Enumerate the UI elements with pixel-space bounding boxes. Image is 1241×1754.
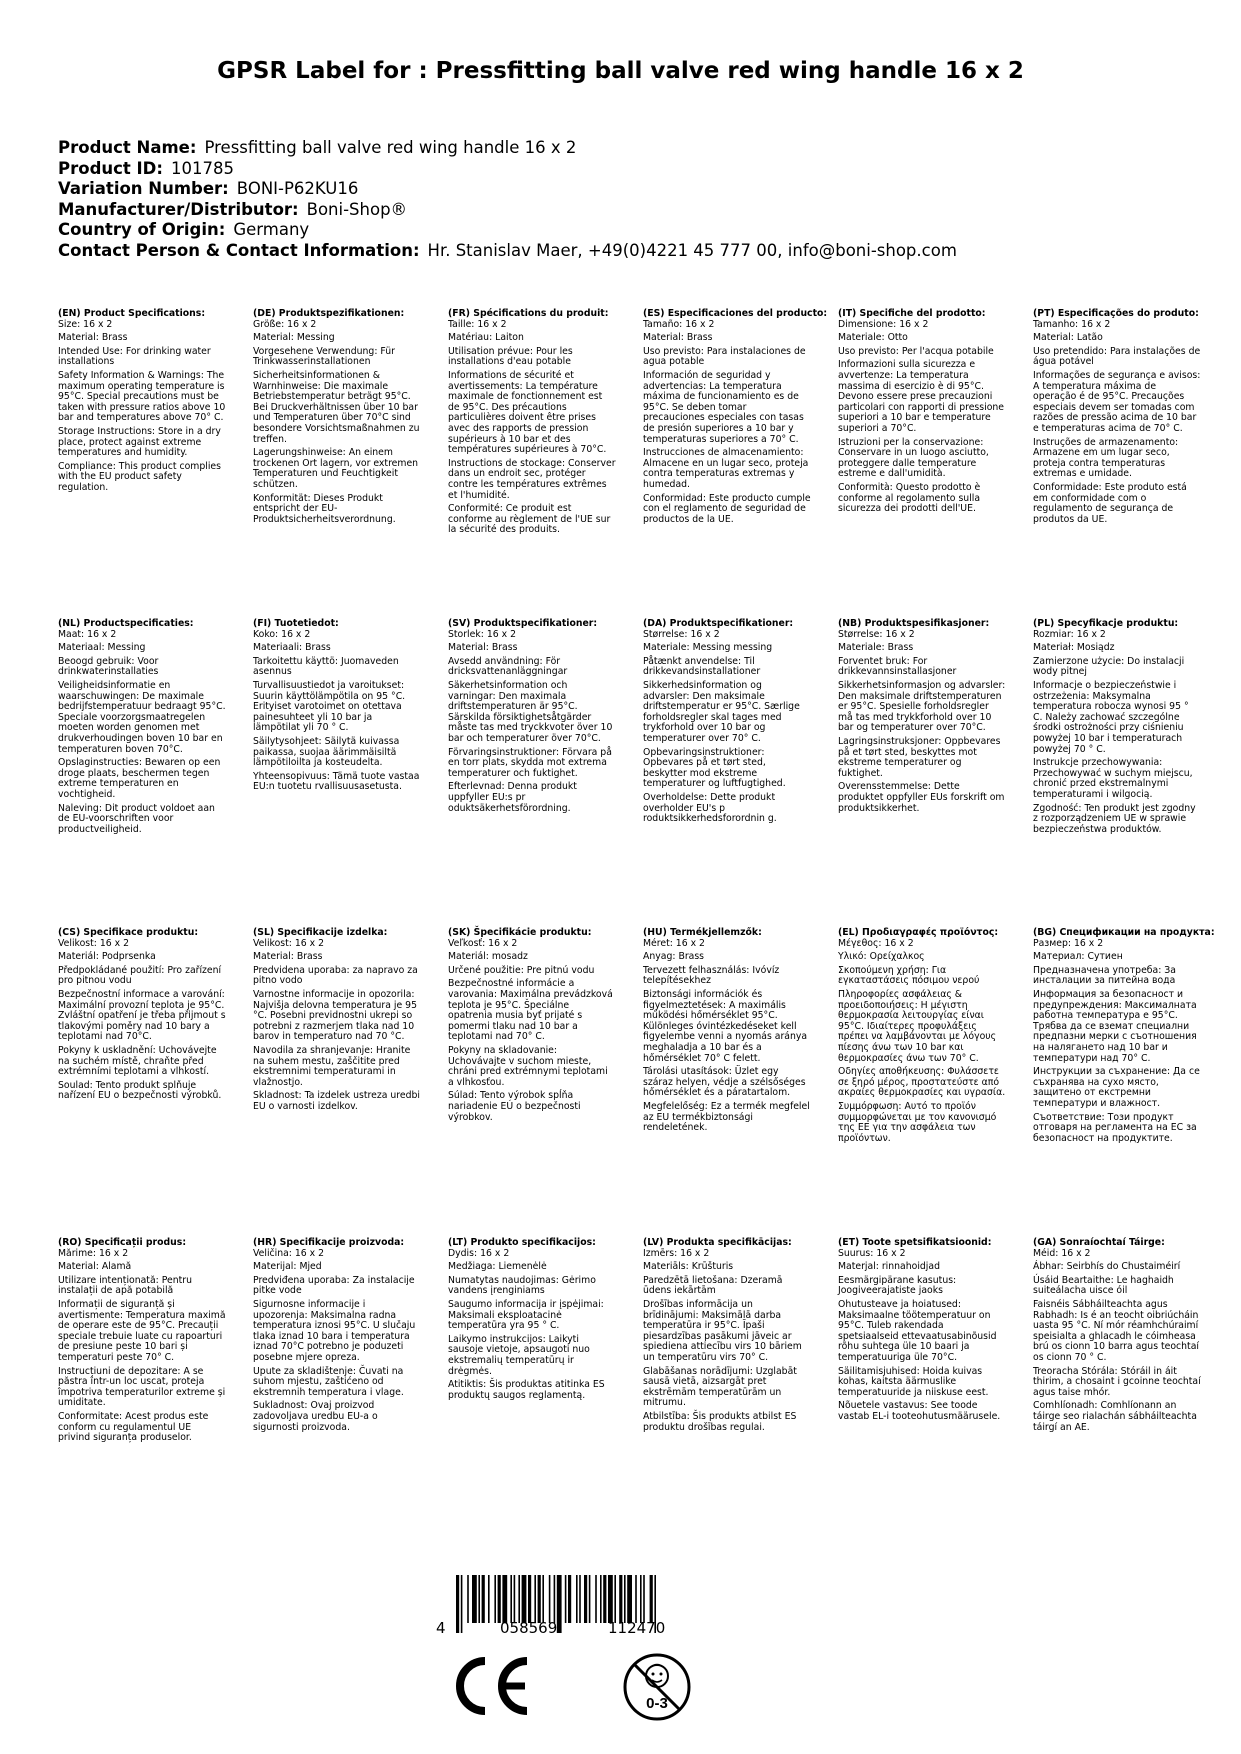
spec-line: Conformidad: Este producto cumple con el reglamento de seguridad de productos de la UE. xyxy=(643,492,811,525)
barcode-bar xyxy=(482,1575,485,1623)
info-contact xyxy=(58,241,957,262)
spec-block xyxy=(448,309,616,539)
spec-line: Súlad: Tento výrobok spĺňa nariadenie EÚ o bezpečnosti výrobkov. xyxy=(448,1090,581,1123)
spec-line: Utilisation prévue: Pour les installations d'eau potable xyxy=(448,345,573,368)
spec-heading: (SK) Špecifikácie produktu: xyxy=(448,927,592,938)
spec-line: Material: Brass xyxy=(643,332,713,344)
spec-line: Předpokládané použití: Pro zařízení pro pitnou vodu xyxy=(58,964,222,987)
spec-line: Информация за безопасност и предупреждения: Максималната работна температура е 95°C. Трябва да се вземат специални предпазни мерки с съотношения на налягането над 10 bar и температури над 70° C. xyxy=(1033,988,1197,1064)
spec-heading: (SV) Produktspecifikationer: xyxy=(448,618,598,629)
spec-line: Skladnost: Ta izdelek ustreza uredbi EU o varnosti izdelkov. xyxy=(253,1090,421,1112)
info-product-name xyxy=(58,138,957,159)
spec-heading: (ES) Especificaciones del producto: xyxy=(643,308,828,319)
spec-line: Tarkoitettu käyttö: Juomaveden asennus xyxy=(253,655,399,678)
spec-line: Materiāls: Krūšturis xyxy=(643,1261,734,1273)
barcode-bar xyxy=(589,1575,591,1623)
spec-line: Biztonsági információk és figyelmeztetések: A maximális működési hőmérséklet 95°C. Különleges óvintézkedéseket kell figyelembe venni a nyomás aránya meghaladja a 10 bar és a hőmérséklet 70° C felett. xyxy=(643,988,808,1064)
spec-line: Avsedd användning: För dricksvattenanläggningar xyxy=(448,655,568,678)
spec-block xyxy=(253,619,421,796)
spec-line: Material: Brass xyxy=(253,951,323,963)
spec-heading: (NL) Productspecificaties: xyxy=(58,618,194,629)
spec-heading: (DA) Produktspecifikationer: xyxy=(643,618,794,629)
spec-block xyxy=(838,619,1006,817)
barcode-bar xyxy=(488,1575,490,1623)
spec-line: Veiligheidsinformatie en waarschuwingen: De maximale bedrijfstemperatuur bedraagt 95°C. Speciale voorzorgsmaatregelen moeten worden genomen met drukverhoudingen boven 10 bar en temperaturen boven 70°C. xyxy=(58,679,226,755)
spec-line: Forventet bruk: For drikkevannsinstallasjoner xyxy=(838,655,957,678)
barcode-bar xyxy=(514,1575,516,1623)
info-value: Pressfitting ball valve red wing handle 16 x 2 xyxy=(204,138,577,157)
spec-line: Opbevaringsinstruktioner: Opbevares på et tørt sted, beskytter mod ekstreme temperaturer og luftfugtighed. xyxy=(643,746,786,790)
barcode-bar xyxy=(518,1575,520,1623)
spec-line: Størrelse: 16 x 2 xyxy=(643,628,720,640)
spec-line: Instrucciones de almacenamiento: Almacene en un lugar seco, proteja contra temperaturas extremas y humedad. xyxy=(643,447,809,490)
barcode-bar xyxy=(643,1575,645,1623)
spec-line: Predvidena uporaba: za napravo za pitno vodo xyxy=(253,964,418,987)
spec-line: Materiale: Brass xyxy=(838,642,914,654)
spec-line: Uso previsto: Per l'acqua potabile xyxy=(838,345,994,357)
spec-line: Matériau: Laiton xyxy=(448,332,524,344)
spec-block xyxy=(253,309,421,528)
spec-line: Zgodność: Ten produkt jest zgodny z rozporządzeniem UE w sprawie bezpieczeństwa produktów. xyxy=(1033,802,1196,835)
info-label: Variation Number: xyxy=(58,179,229,198)
barcode-number xyxy=(434,1619,734,1639)
spec-line: Numatytas naudojimas: Gėrimo vandens įrenginiams xyxy=(448,1274,596,1297)
spec-line: Υλικό: Ορείχαλκος xyxy=(838,951,925,963)
spec-block xyxy=(1033,927,1215,1147)
spec-block xyxy=(838,309,1006,518)
spec-line: Μέγεθος: 16 x 2 xyxy=(838,937,914,949)
barcode-bar xyxy=(619,1575,622,1623)
spec-heading: (PT) Especificações do produto: xyxy=(1033,308,1199,319)
spec-line: Koko: 16 x 2 xyxy=(253,628,311,640)
spec-line: Instruções de armazenamento: Armazene em um lugar seco, proteja contra temperaturas extremas e umidade. xyxy=(1033,436,1179,480)
spec-heading: (NB) Produktspesifikasjoner: xyxy=(838,618,990,629)
spec-line: Materjal: rinnahoidjad xyxy=(838,1261,940,1273)
spec-block xyxy=(58,619,226,838)
spec-line: Instrukcje przechowywania: Przechowywać w suchym miejscu, chronić przed ekstremalnymi temperaturami i wilgocią. xyxy=(1033,757,1193,800)
spec-block xyxy=(58,309,226,497)
spec-line: Overholdelse: Dette produkt overholder EU's p roduktsikkerhedsforordnin g. xyxy=(643,791,777,825)
spec-block xyxy=(58,928,226,1105)
spec-line: Informations de sécurité et avertissements: La température maximale de fonctionnement est de 95°C. Des précautions particulières doivent être prises avec des rapports de pression supérieurs à 10 bar et des températures supérieures à 70°C. xyxy=(448,369,607,456)
barcode-bar xyxy=(579,1575,581,1623)
spec-line: Informacje o bezpieczeństwie i ostrzeżenia: Maksymalna temperatura robocza wynosi 95 ° C. Należy zachować szczególne środki ostrożności przy ciśnieniu powyżej 10 bar i temperaturach powyżej 70 ° C. xyxy=(1033,679,1189,755)
spec-line: Safety Information & Warnings: The maximum operating temperature is 95°C. Special precautions must be taken with pressure ratios above 10 bar and temperatures above 70° C. xyxy=(58,369,226,424)
barcode-digits-right: 112470 xyxy=(608,1619,666,1637)
spec-line: Tárolási utasítások: Üzlet egy száraz helyen, védje a szélsőséges hőmérséklet és a páratartalom. xyxy=(643,1066,806,1099)
spec-line: Material: Messing xyxy=(253,332,335,344)
spec-line: Utilizare intenționată: Pentru instalații de apă potabilă xyxy=(58,1274,192,1297)
spec-line: Инструкции за съхранение: Да се съхранява на сухо място, защитено от екстремни температури и влажност. xyxy=(1033,1066,1200,1109)
spec-block xyxy=(838,1238,1006,1426)
spec-line: Conformità: Questo prodotto è conforme al regolamento sulla sicurezza dei prodotti dell'UE. xyxy=(838,481,981,515)
spec-line: Предназначена употреба: За инсталации за питейна вода xyxy=(1033,964,1176,987)
barcode-bar xyxy=(534,1575,536,1623)
barcode-bar xyxy=(614,1575,616,1623)
spec-line: Materijal: Mjed xyxy=(253,1261,322,1273)
spec-line: Materiál: mosadz xyxy=(448,951,528,963)
spec-line: Uso previsto: Para instalaciones de agua potable xyxy=(643,345,806,368)
barcode-bar xyxy=(522,1575,527,1623)
spec-line: Bezpečnostné informácie a varovania: Maximálna prevádzková teplota je 95°C. Špeciálne opatrenia musia byť prijaté s pomermi tlaku nad 10 bar a teplotami nad 70° C. xyxy=(448,978,613,1043)
spec-line: Συμμόρφωση: Αυτό το προϊόν συμμορφώνεται με τον κανονισμό της ΕΕ για την ασφάλεια των προϊόντων. xyxy=(838,1100,997,1144)
spec-line: Upute za skladištenje: Čuvati na suhom mjestu, zaštićeno od ekstremnih temperatura i vlage. xyxy=(253,1365,404,1398)
spec-line: Yhteensopivuus: Tämä tuote vastaa EU:n tuotetu rvallisuusasetusta. xyxy=(253,770,420,793)
spec-heading: (FR) Spécifications du produit: xyxy=(448,308,609,319)
spec-line: Größe: 16 x 2 xyxy=(253,318,317,330)
spec-block xyxy=(448,619,616,817)
info-value: Germany xyxy=(233,220,310,239)
spec-heading: (IT) Specifiche del prodotto: xyxy=(838,308,986,319)
spec-line: Saugumo informacija ir įspėjimai: Maksimali eksploatacinė temperatūra yra 95 ° C. xyxy=(448,1298,604,1332)
spec-heading: (BG) Спецификации на продукта: xyxy=(1033,927,1215,938)
barcode-bar xyxy=(624,1575,626,1623)
spec-block xyxy=(58,1238,226,1447)
barcode-bar xyxy=(538,1575,541,1623)
barcode-bar xyxy=(595,1575,597,1623)
spec-line: Tamaño: 16 x 2 xyxy=(643,318,715,330)
info-product-id xyxy=(58,159,957,180)
spec-line: Rozmiar: 16 x 2 xyxy=(1033,628,1106,640)
barcode-bar xyxy=(565,1575,567,1623)
barcode-digit-prefix: 4 xyxy=(436,1619,446,1637)
spec-heading: (RO) Specificații produs: xyxy=(58,1237,187,1248)
spec-line: Velikost: 16 x 2 xyxy=(253,937,324,949)
spec-line: Efterlevnad: Denna produkt uppfyller EU:s pr oduktsäkerhetsförordning. xyxy=(448,781,577,814)
spec-line: Megfelelőség: Ez a termék megfelel az EU termékbiztonsági rendeletének. xyxy=(643,1100,810,1134)
barcode-bar xyxy=(528,1575,531,1623)
spec-line: Instructions de stockage: Conserver dans un endroit sec, protéger contre les températures extrêmes et l'humidité. xyxy=(448,457,616,501)
product-info xyxy=(58,138,957,261)
spec-line: Uso pretendido: Para instalações de água potável xyxy=(1033,345,1201,368)
spec-line: Atitiktis: Šis produktas atitinka ES produktų saugos reglamentą. xyxy=(448,1379,605,1401)
spec-line: Veličina: 16 x 2 xyxy=(253,1247,325,1259)
spec-line: Izmērs: 16 x 2 xyxy=(643,1247,710,1259)
spec-line: Velikost: 16 x 2 xyxy=(58,937,129,949)
barcode-bar xyxy=(510,1575,512,1623)
spec-line: Sicherheitsinformationen & Warnhinweise: Die maximale Betriebstemperatur beträgt 95°C. Bei Druckverhältnissen über 10 bar und Temperaturen über 70°C sind besondere Vorsichtsmaßnahmen zu treffen. xyxy=(253,369,420,445)
barcode-bar xyxy=(542,1575,544,1623)
spec-line: Sikkerhetsinformasjon og advarsler: Den maksimale driftstemperaturen er 95°C. Spesielle forholdsregler må tas med trykkforhold over 10 bar og temperaturer over 70°C. xyxy=(838,679,1006,734)
info-manufacturer xyxy=(58,200,957,221)
spec-line: Predviđena uporaba: Za instalacije pitke vode xyxy=(253,1274,415,1297)
spec-line: Medžiaga: Liemenėlė xyxy=(448,1261,547,1273)
spec-line: Overensstemmelse: Dette produktet oppfyller EUs forskrift om produktsikkerhet. xyxy=(838,781,1005,814)
spec-line: Nõuetele vastavus: See toode vastab EL-i tooteohutusmäärusele. xyxy=(838,1400,1001,1422)
spec-heading: (LT) Produkto specifikacijos: xyxy=(448,1237,596,1248)
spec-line: Material: Alamă xyxy=(58,1261,132,1273)
barcode-bar xyxy=(472,1575,477,1623)
spec-line: Drošības informācija un brīdinājumi: Maksimālā darba temperatūra ir 95°C. Īpaši piesardzības pasākumi jāveic ar spiediena attiecību virs 10 bāriem un temperatūru virs 70° C. xyxy=(643,1298,802,1363)
spec-line: Sukladnost: Ovaj proizvod zadovoljava uredbu EU-a o sigurnosti proizvoda. xyxy=(253,1400,378,1433)
barcode-bar xyxy=(549,1575,551,1623)
spec-line: Dimensione: 16 x 2 xyxy=(838,318,929,330)
spec-line: Ohutusteave ja hoiatused: Maksimaalne töötemperatuur on 95°C. Tuleb rakendada spetsiaalseid ettevaatusabinõusid rõhu suhtega üle 10 baari ja temperatuuriga üle 70°C. xyxy=(838,1298,997,1363)
spec-line: Informações de segurança e avisos: A temperatura máxima de operação é de 95°C. Precauções especiais devem ser tomadas com razões de pressão acima de 10 bar e temperaturas acima de 70° C. xyxy=(1033,369,1201,434)
spec-line: Anyag: Brass xyxy=(643,951,705,963)
barcode-bar xyxy=(568,1575,571,1623)
spec-line: Úsáid Beartaithe: Le haghaidh suiteálacha uisce óil xyxy=(1033,1274,1174,1297)
spec-heading: (SL) Specifikacije izdelka: xyxy=(253,927,388,938)
spec-line: Pokyny k uskladnění: Uchovávejte na suchém místě, chraňte před extrémními teplotami a vlhkostí. xyxy=(58,1044,217,1078)
spec-block xyxy=(448,1238,616,1404)
spec-block xyxy=(1033,619,1201,838)
spec-line: Treoracha Stórála: Stóráil in áit thirim, a chosaint i gcoinne teochtaí agus taise mhór. xyxy=(1033,1365,1201,1398)
spec-heading: (LV) Produkta specifikācijas: xyxy=(643,1237,792,1248)
spec-line: Tervezett felhasználás: Ivóvíz telepítésekhez xyxy=(643,964,780,987)
barcode-bar xyxy=(627,1575,632,1623)
spec-line: Material: Latão xyxy=(1033,332,1103,344)
spec-line: Size: 16 x 2 xyxy=(58,318,113,330)
spec-line: Materiale: Messing messing xyxy=(643,642,773,654)
barcode-digits-left: 058569 xyxy=(500,1619,558,1637)
spec-line: Conformité: Ce produit est conforme au règlement de l'UE sur la sécurité des produits. xyxy=(448,503,611,536)
spec-line: Atbilstība: Šis produkts atbilst ES produktu drošības regulai. xyxy=(643,1410,797,1433)
barcode-bar xyxy=(494,1575,496,1623)
barcode-bar xyxy=(498,1575,501,1623)
spec-line: Konformität: Dieses Produkt entspricht der EU-Produktsicherheitsverordnung. xyxy=(253,492,396,525)
spec-line: Soulad: Tento produkt splňuje nařízení EU o bezpečnosti výrobků. xyxy=(58,1079,222,1102)
spec-line: Intended Use: For drinking water installations xyxy=(58,345,211,368)
spec-line: Bezpečnostní informace a varování: Maximální provozní teplota je 95°C. Zvláštní opatření je třeba přijmout s tlakovými poměry nad 10 bary a teplotami nad 70°C. xyxy=(58,988,226,1043)
spec-line: Dydis: 16 x 2 xyxy=(448,1247,510,1259)
barcode-bar xyxy=(608,1575,613,1623)
spec-line: Påtænkt anvendelse: Til drikkevandsinstallationer xyxy=(643,655,761,678)
spec-line: Storlek: 16 x 2 xyxy=(448,628,516,640)
info-value: Hr. Stanislav Maer, +49(0)4221 45 777 00, info@boni-shop.com xyxy=(427,240,957,260)
spec-heading: (CS) Specifikace produktu: xyxy=(58,927,199,938)
info-label: Manufacturer/Distributor: xyxy=(58,199,299,219)
spec-line: Размер: 16 x 2 xyxy=(1033,937,1104,949)
info-value: Boni-Shop® xyxy=(306,199,408,219)
info-label: Product ID: xyxy=(58,158,163,178)
not-for-children-0-3-icon xyxy=(621,1647,693,1727)
spec-block xyxy=(838,928,1006,1147)
barcode-bar xyxy=(650,1575,653,1623)
spec-block xyxy=(253,1238,421,1436)
spec-line: Istruzioni per la conservazione: Conservare in un luogo asciutto, proteggere dalle temperature estreme e dall'umidità. xyxy=(838,436,989,480)
spec-line: Información de seguridad y advertencias: La temperatura máxima de funcionamiento es de 95°C. Se deben tomar precauciones especiales con tasas de presión superiores a 10 bar y temperaturas superiores a 70° C. xyxy=(643,369,804,445)
spec-heading: (DE) Produktspezifikationen: xyxy=(253,308,405,319)
spec-line: Οδηγίες αποθήκευσης: Φυλάσσετε σε ξηρό μέρος, προστατεύστε από ακραίες θερμοκρασίες και υγρασία. xyxy=(838,1066,1006,1099)
spec-line: Material: Brass xyxy=(448,642,518,654)
spec-line: Glabāšanas norādījumi: Uzglabāt sausā vietā, aizsargāt pret ekstrēmām temperatūrām un mitrumu. xyxy=(643,1365,797,1409)
spec-line: Opslaginstructies: Bewaren op een droge plaats, beschermen tegen extreme temperaturen en vochtigheid. xyxy=(58,757,221,800)
spec-line: Materiál: Podprsenka xyxy=(58,951,156,963)
spec-line: Materiaali: Brass xyxy=(253,642,331,654)
spec-line: Turvallisuustiedot ja varoitukset: Suurin käyttölämpötila on 95 °C. Erityiset varotoimet on otettava painesuhteet yli 10 bar ja lämpötilat yli 70 ° C. xyxy=(253,679,406,734)
barcode-bar xyxy=(576,1575,578,1623)
page-title: GPSR Label for : Pressfitting ball valve red wing handle 16 x 2 xyxy=(217,58,1024,84)
spec-line: Πληροφορίες ασφάλειας & προειδοποιήσεις: Η μέγιστη θερμοκρασία λειτουργίας είναι 95°C. Ιδιαίτερες προφυλάξεις πρέπει να λαμβάνονται με λόγους πίεσης άνω των 10 bar και θερμοκρασίες άνω των 70° C. xyxy=(838,988,997,1064)
barcode-bar xyxy=(603,1575,606,1623)
spec-heading: (HR) Specifikacije proizvoda: xyxy=(253,1237,405,1248)
spec-line: Σκοπούμενη χρήση: Για εγκαταστάσεις πόσιμου νερού xyxy=(838,964,980,987)
info-label: Country of Origin: xyxy=(58,220,226,239)
spec-line: Storage Instructions: Store in a dry place, protect against extreme temperatures and humidity. xyxy=(58,425,221,459)
spec-block xyxy=(643,619,811,828)
spec-line: Materiale: Otto xyxy=(838,332,908,344)
spec-line: Säilitamisjuhised: Hoida kuivas kohas, kaitsta äärmuslike temperatuuride ja niiskuse eest. xyxy=(838,1365,989,1398)
spec-line: Informații de siguranță și avertismente: Temperatura maximă de operare este de 95°C. Precauții speciale trebuie luate cu rapoarturi de presiune peste 10 bari și temperaturi peste 70° C. xyxy=(58,1298,226,1363)
spec-line: Comhlíonadh: Comhlíonann an táirge seo rialachán sábháilteachta táirgí an AE. xyxy=(1033,1400,1197,1433)
spec-line: Navodila za shranjevanje: Hranite na suhem mestu, zaščitite pred ekstremnimi temperaturami in vlažnostjo. xyxy=(253,1044,411,1088)
spec-block xyxy=(643,1238,811,1436)
spec-block xyxy=(253,928,421,1116)
spec-line: Säkerhetsinformation och varningar: Den maximala driftstemperaturen är 95°C. Särskilda försiktighetsåtgärder måste tas med tryckkvoter över 10 bar och temperaturer över 70°C. xyxy=(448,679,613,744)
spec-block xyxy=(1033,309,1201,528)
spec-block xyxy=(643,928,811,1137)
spec-line: Faisnéis Sábháilteachta agus Rabhadh: Is é an teocht oibriúcháin uasta 95 °C. Ní mór réamhchúraimí speisialta a ghlacadh le cóimheasa brú os cionn 10 barra agus teochtaí os cionn 70 ° C. xyxy=(1033,1298,1199,1363)
spec-line: Vorgesehene Verwendung: Für Trinkwasserinstallationen xyxy=(253,345,395,368)
barcode-bar xyxy=(600,1575,602,1623)
spec-line: Materiał: Mosiądz xyxy=(1033,642,1115,654)
spec-line: Conformitate: Acest produs este conform cu regulamentul UE privind siguranța produselor. xyxy=(58,1410,209,1444)
info-label: Product Name: xyxy=(58,138,197,157)
spec-line: Pokyny na skladovanie: Uchovávajte v suchom mieste, chráni pred extrémnymi teplotami a vlhkosťou. xyxy=(448,1044,608,1088)
spec-line: Conformidade: Este produto está em conformidade com o regulamento de segurança de produtos da UE. xyxy=(1033,481,1187,525)
info-country-of-origin xyxy=(58,220,957,241)
barcode-bar xyxy=(554,1575,556,1623)
spec-line: Určené použitie: Pre pitnú vodu xyxy=(448,964,595,976)
spec-line: Størrelse: 16 x 2 xyxy=(838,628,915,640)
spec-line: Lagringsinstruksjoner: Oppbevares på et tørt sted, beskyttes mot ekstreme temperaturer og fuktighet. xyxy=(838,735,1001,779)
spec-line: Laikymo instrukcijos: Laikyti sausoje vietoje, apsaugoti nuo ekstremalių temperatūrų ir drėgmės. xyxy=(448,1333,590,1377)
spec-line: Säilytysohjeet: Säilytä kuivassa paikassa, suojaa äärimmäisiltä lämpötiloilta ja kosteudelta. xyxy=(253,735,400,769)
barcode-bar xyxy=(478,1575,480,1623)
spec-line: Veľkosť: 16 x 2 xyxy=(448,937,518,949)
spec-line: Lagerungshinweise: An einem trockenen Ort lagern, vor extremen Temperaturen und Feuchtigkeit schützen. xyxy=(253,447,419,490)
spec-line: Compliance: This product complies with the EU product safety regulation. xyxy=(58,460,221,493)
barcode-bar xyxy=(467,1575,469,1623)
info-value: BONI-P62KU16 xyxy=(236,179,359,198)
barcode-bar xyxy=(584,1575,587,1623)
spec-line: Beoogd gebruik: Voor drinkwaterinstallaties xyxy=(58,655,159,678)
spec-heading: (GA) Sonraíochtaí Táirge: xyxy=(1033,1237,1165,1248)
spec-line: Suurus: 16 x 2 xyxy=(838,1247,906,1259)
spec-heading: (FI) Tuotetiedot: xyxy=(253,618,339,629)
info-label: Contact Person & Contact Information: xyxy=(58,240,420,260)
spec-line: Varnostne informacije in opozorila: Najvišja delovna temperatura je 95 °C. Posebni previdnostni ukrepi so potrebni z razmerjem tlaka nad 10 barov in temperaturo nad 70 °C. xyxy=(253,988,417,1043)
spec-line: Sikkerhedsinformation og advarsler: Den maksimale driftstemperatur er 95°C. Særlige forholdsregler skal tages med trykforhold over 10 bar og temperaturer over 70° C. xyxy=(643,679,800,744)
spec-line: Materiaal: Messing xyxy=(58,642,146,654)
barcode-bar xyxy=(640,1575,642,1623)
info-value: 101785 xyxy=(170,158,234,178)
barcode-bar xyxy=(502,1575,507,1623)
spec-line: Förvaringsinstruktioner: Förvara på en torr plats, skydda mot extrema temperaturer och fuktighet. xyxy=(448,746,612,779)
spec-line: Naleving: Dit product voldoet aan de EU-voorschriften voor productveiligheid. xyxy=(58,802,215,835)
barcode-bar xyxy=(635,1575,637,1623)
spec-heading: (ET) Toote spetsifikatsioonid: xyxy=(838,1237,992,1248)
spec-heading: (EN) Product Specifications: xyxy=(58,308,206,319)
spec-line: Mărime: 16 x 2 xyxy=(58,1247,129,1259)
spec-line: Eesmärgipärane kasutus: Joogiveerajatiste jaoks xyxy=(838,1274,957,1297)
ce-mark-icon xyxy=(449,1657,533,1715)
spec-line: Ábhar: Seirbhís do Chustaiméirí xyxy=(1033,1261,1181,1273)
spec-block xyxy=(643,308,828,528)
spec-line: Informazioni sulla sicurezza e avvertenze: La temperatura massima di esercizio è di 95°C. Devono essere prese precauzioni particolari con rapporti di pressione superiori a 10 bar e temperature superiori a 70°C. xyxy=(838,359,1005,434)
spec-heading: (PL) Specyfikacje produktu: xyxy=(1033,618,1179,629)
spec-line: Taille: 16 x 2 xyxy=(448,318,507,330)
spec-heading: (HU) Termékjellemzők: xyxy=(643,927,762,938)
spec-line: Zamierzone użycie: Do instalacji wody pitnej xyxy=(1033,655,1185,678)
spec-block xyxy=(448,928,616,1126)
spec-line: Maat: 16 x 2 xyxy=(58,628,117,640)
spec-heading: (EL) Προδιαγραφές προϊόντος: xyxy=(838,927,999,938)
info-variation-number xyxy=(58,179,957,200)
spec-block xyxy=(1033,1238,1201,1436)
spec-line: Méret: 16 x 2 xyxy=(643,937,705,949)
spec-line: Sigurnosne informacije i upozorenja: Maksimalna radna temperatura iznosi 95°C. U slučaju tlaka iznad 10 bara i temperatura iznad 70°C potrebno je poduzeti posebne mjere opreza. xyxy=(253,1298,416,1363)
spec-line: Paredzētā lietošana: Dzeramā ūdens iekārtām xyxy=(643,1274,783,1297)
spec-line: Съответствие: Този продукт отговаря на регламента на ЕС за безопасност на продуктите. xyxy=(1033,1111,1197,1144)
age-range-label: 0-3 xyxy=(646,1695,668,1712)
spec-line: Материал: Сутиен xyxy=(1033,951,1123,963)
spec-line: Méid: 16 x 2 xyxy=(1033,1247,1091,1259)
spec-line: Tamanho: 16 x 2 xyxy=(1033,318,1111,330)
spec-line: Material: Brass xyxy=(58,332,128,344)
spec-line: Instrucțiuni de depozitare: A se păstra într-un loc uscat, proteja împotriva temperaturilor extreme și umiditate. xyxy=(58,1365,226,1409)
